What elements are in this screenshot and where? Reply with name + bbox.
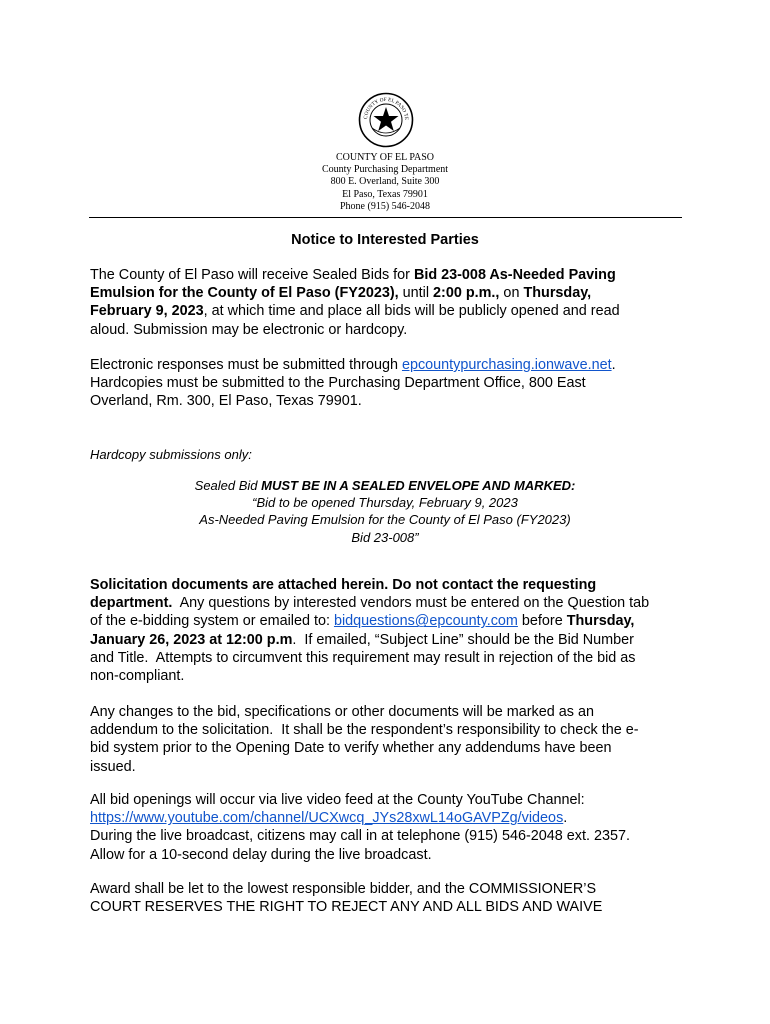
letterhead-county: COUNTY OF EL PASO [335, 152, 435, 163]
envelope-marking-block [0, 477, 770, 546]
county-seal-icon [358, 92, 414, 148]
para4-text-5: and Title. Attempts to circumvent this requirement may result in rejection of the bid as [90, 649, 636, 666]
letterhead-phone: Phone (915) 546-2048 [340, 200, 430, 212]
letterhead-street: 800 E. Overland, Suite 300 [330, 176, 440, 188]
para1-text-4: , at which time and place all bids will be publicly opened and read [203, 303, 620, 320]
submission-paragraph [90, 356, 690, 411]
addendum-paragraph [90, 703, 690, 776]
para4-bold-1: Solicitation documents are attached herein. Do not contact the requesting [90, 577, 597, 593]
para2-text-4: Overland, Rm. 300, El Paso, Texas 79901. [90, 393, 362, 410]
award-paragraph [90, 880, 690, 916]
ionwave-link[interactable]: epcountypurchasing.ionwave.net [401, 357, 612, 373]
svg-text:THE COUNTY OF EL PASO TEXAS: COUNTY OF EL PASO TE [362, 96, 410, 121]
bid-day: Thursday, [523, 285, 592, 302]
para2-text-2: . [611, 357, 616, 373]
bid-date: February 9, 2023 [90, 303, 204, 320]
para6-line-1: All bid openings will occur via live video feed at the County YouTube Channel: [90, 792, 585, 808]
bid-opening-paragraph [90, 791, 690, 864]
solicitation-paragraph [90, 576, 690, 685]
letterhead [0, 152, 770, 213]
para1-text-2: until [398, 285, 434, 302]
para4-bold-2: department. [90, 595, 173, 612]
para4-text-6: non-compliant. [90, 668, 185, 685]
letterhead-city: El Paso, Texas 79901 [342, 188, 428, 200]
bidquestions-email-link[interactable]: bidquestions@epcounty.com [333, 613, 518, 630]
para4-text-3: before [517, 613, 567, 630]
para7-line-1: Award shall be let to the lowest responsible bidder, and the COMMISSIONER’S [90, 881, 597, 897]
bid-title: Emulsion for the County of El Paso (FY2023), [90, 285, 399, 302]
para7-line-2: COURT RESERVES THE RIGHT TO REJECT ANY AND ALL BIDS AND WAIVE [90, 899, 603, 916]
bid-number: Bid 23-008 As-Needed Paving [413, 267, 616, 283]
para4-text-2: of the e-bidding system or emailed to: [90, 613, 334, 630]
para1-text-3: on [499, 285, 524, 302]
para4-text-1: Any questions by interested vendors must be entered on the Question tab [172, 595, 650, 612]
letterhead-department: County Purchasing Department [321, 164, 449, 176]
para6-line-4: Allow for a 10-second delay during the live broadcast. [90, 846, 432, 863]
hardcopy-label: Hardcopy submissions only: [90, 447, 252, 462]
para5-line-3: bid system prior to the Opening Date to verify whether any addendums have been [90, 740, 612, 757]
header-divider [89, 217, 682, 218]
para1-text-5: aloud. Submission may be electronic or hardcopy. [90, 321, 408, 338]
bid-announcement-paragraph [90, 266, 690, 339]
youtube-channel-link[interactable]: https://www.youtube.com/channel/UCXwcq_JYs28xwL14oGAVPZg/videos [90, 810, 564, 827]
para5-line-1: Any changes to the bid, specifications or other documents will be marked as an [90, 704, 594, 720]
para6-text-1: . [563, 810, 568, 827]
bid-time: 2:00 p.m., [433, 285, 500, 302]
envelope-line-3: As-Needed Paving Emulsion for the County of El Paso (FY2023) [199, 512, 571, 528]
para2-text-1: Electronic responses must be submitted through [90, 357, 402, 373]
para5-line-2: addendum to the solicitation. It shall be the respondent’s responsibility to check the e- [90, 722, 639, 739]
para4-text-4: . If emailed, “Subject Line” should be the Bid Number [292, 631, 634, 648]
page-title: Notice to Interested Parties [291, 232, 479, 248]
question-deadline-day: Thursday, [566, 613, 635, 630]
para5-line-4: issued. [90, 758, 136, 775]
envelope-text-1: Sealed Bid [194, 478, 262, 493]
question-deadline-date: January 26, 2023 at 12:00 p.m [90, 631, 293, 648]
para2-text-3: Hardcopies must be submitted to the Purchasing Department Office, 800 East [90, 375, 586, 392]
envelope-requirement: MUST BE IN A SEALED ENVELOPE AND MARKED: [261, 478, 576, 493]
para1-text-1: The County of El Paso will receive Sealed Bids for [90, 267, 414, 283]
envelope-line-2: “Bid to be opened Thursday, February 9, 2023 [252, 495, 518, 511]
envelope-line-4: Bid 23-008” [351, 529, 419, 545]
para6-line-3: During the live broadcast, citizens may call in at telephone (915) 546-2048 ext. 2357. [90, 828, 630, 845]
